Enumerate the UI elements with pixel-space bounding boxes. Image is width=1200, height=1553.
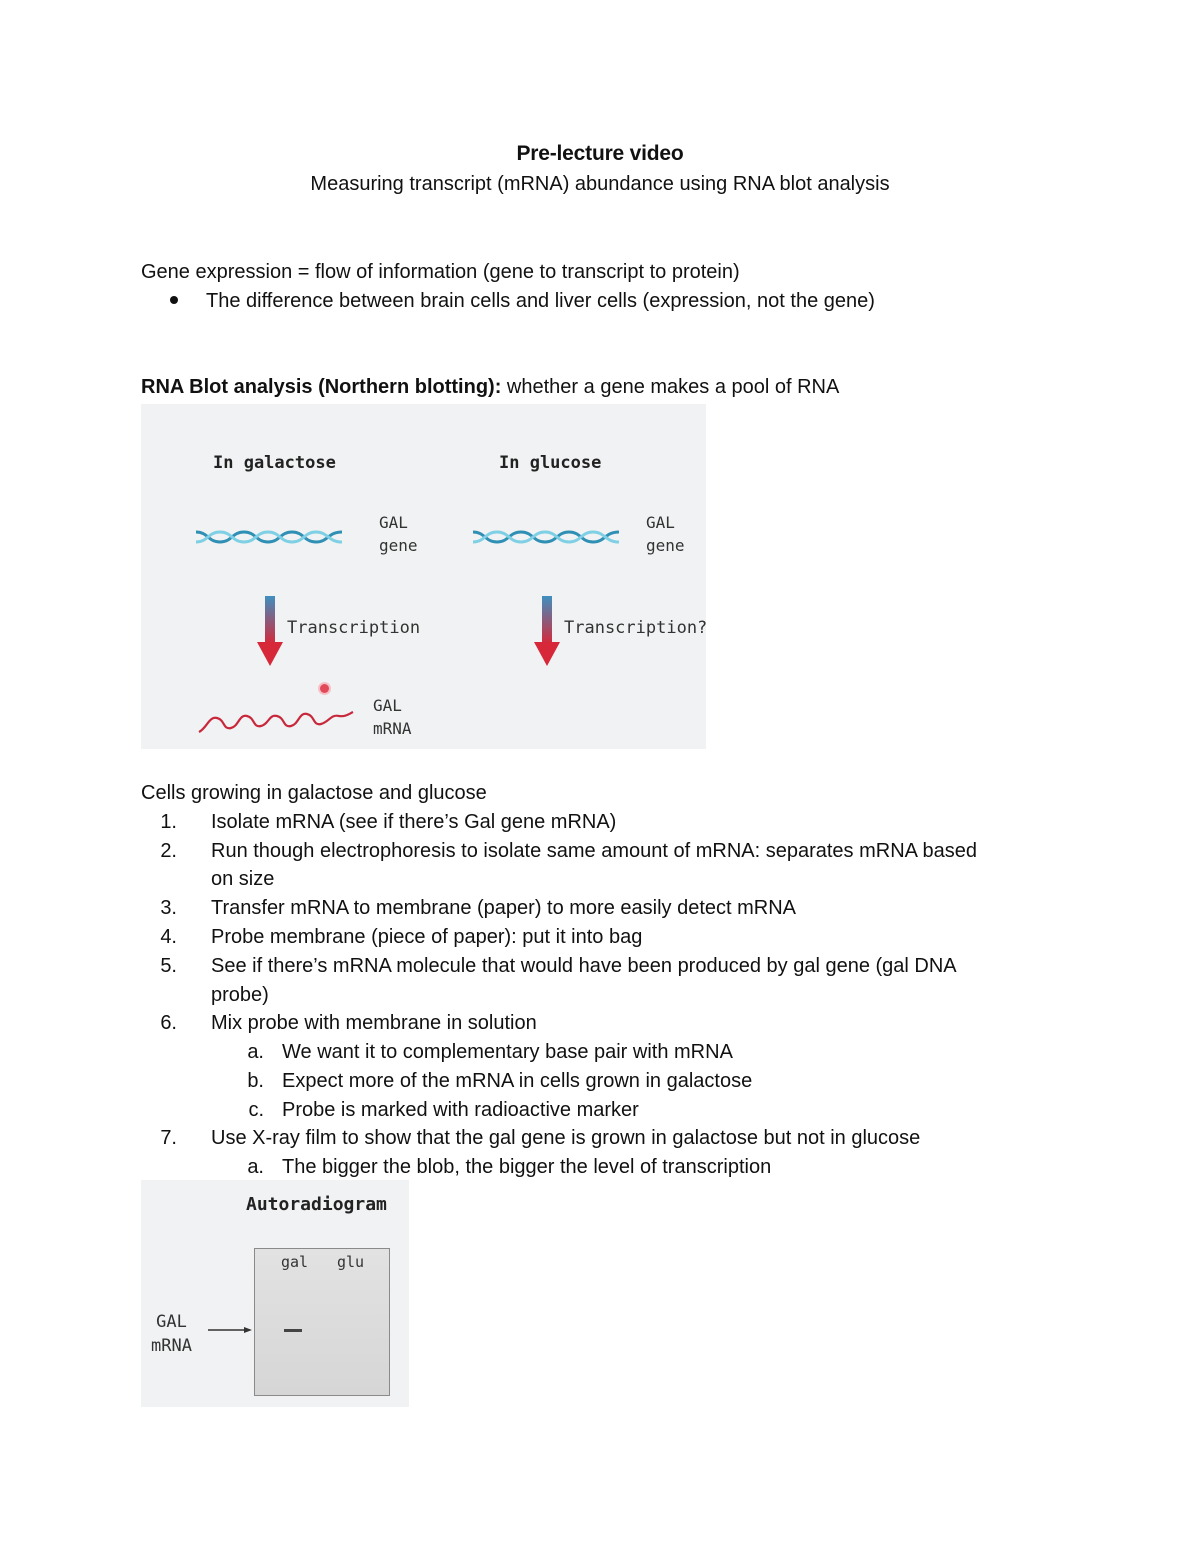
bullet-dot-icon <box>170 296 178 304</box>
substep-marker: b. <box>247 1070 264 1092</box>
step-marker: 6. <box>160 1012 177 1034</box>
step-1 <box>141 808 616 836</box>
cursor-dot-icon <box>320 684 329 693</box>
step-6a <box>230 1038 733 1066</box>
xray-film <box>254 1248 390 1396</box>
step-6c <box>230 1096 639 1124</box>
rna-blot-text: whether a gene makes a pool of RNA <box>501 376 840 398</box>
step-marker: 2. <box>160 840 177 862</box>
rna-blot-heading: RNA Blot analysis (Northern blotting): <box>141 376 502 398</box>
step-2-continuation: on size <box>211 868 275 890</box>
step-7a <box>230 1153 771 1181</box>
gal-gene-label-right <box>646 511 685 557</box>
step-marker: 3. <box>160 897 177 919</box>
step-6 <box>141 1009 537 1037</box>
step-text: Mix probe with membrane in solution <box>211 1012 537 1034</box>
gal-gene-label-line2: gene <box>379 536 418 555</box>
step-text: Probe membrane (piece of paper): put it into bag <box>211 926 643 948</box>
gal-gene-label-right-line1: GAL <box>646 513 675 532</box>
step-7 <box>141 1124 920 1152</box>
gal-mrna-strand-icon <box>197 704 357 738</box>
lane-gal-label: gal <box>281 1253 309 1271</box>
step-5 <box>141 952 957 980</box>
transcription-question-label: Transcription? <box>564 618 708 638</box>
bullet-text: The difference between brain cells and liver cells (expression, not the gene) <box>206 290 875 312</box>
step-2 <box>141 837 977 865</box>
gene-expression-line: Gene expression = flow of information (gene to transcript to protein) <box>141 261 740 283</box>
step-3 <box>141 894 796 922</box>
page-subtitle: Measuring transcript (mRNA) abundance using RNA blot analysis <box>310 173 890 195</box>
bullet-item <box>170 287 875 315</box>
gal-gene-label-left <box>379 511 418 557</box>
step-marker: 7. <box>160 1127 177 1149</box>
lane-glu-label: glu <box>337 1253 365 1271</box>
step-6b <box>230 1067 752 1095</box>
gal-mrna-band <box>284 1329 302 1332</box>
transcription-figure <box>141 404 706 749</box>
gal-mrna-label-line2: mRNA <box>373 719 412 738</box>
autoradiogram-title: Autoradiogram <box>246 1194 387 1215</box>
step-marker: 1. <box>160 811 177 833</box>
gal-gene-label-line1: GAL <box>379 513 408 532</box>
autoradiogram-figure <box>141 1180 409 1407</box>
cells-heading: Cells growing in galactose and glucose <box>141 782 487 804</box>
gal-mrna-pointer-label <box>151 1310 192 1358</box>
step-marker: 4. <box>160 926 177 948</box>
galactose-heading: In galactose <box>213 453 336 473</box>
glucose-heading: In glucose <box>499 453 602 473</box>
step-5-continuation: probe) <box>211 984 269 1006</box>
pointer-arrow-icon <box>208 1325 253 1335</box>
substep-marker: a. <box>247 1156 264 1178</box>
pointer-label-line1: GAL <box>156 1312 187 1332</box>
transcription-question-arrow-icon <box>532 596 562 668</box>
step-text: Transfer mRNA to membrane (paper) to more easily detect mRNA <box>211 897 797 919</box>
gal-gene-dna-icon-glucose <box>473 526 623 548</box>
step-text: Isolate mRNA (see if there’s Gal gene mRNA) <box>211 811 617 833</box>
step-4 <box>141 923 642 951</box>
pointer-label-line2: mRNA <box>151 1336 192 1356</box>
transcription-label: Transcription <box>287 618 421 638</box>
substep-text: We want it to complementary base pair with mRNA <box>282 1041 733 1063</box>
gal-gene-dna-icon <box>196 526 346 548</box>
gal-mrna-label-line1: GAL <box>373 696 402 715</box>
step-text: Use X-ray film to show that the gal gene is grown in galactose but not in glucose <box>211 1127 921 1149</box>
page-title: Pre-lecture video <box>516 142 684 165</box>
gal-mrna-label <box>373 694 412 740</box>
substep-text: The bigger the blob, the bigger the level of transcription <box>282 1156 772 1178</box>
step-text: See if there’s mRNA molecule that would have been produced by gal gene (gal DNA <box>211 955 957 977</box>
substep-marker: c. <box>248 1099 264 1121</box>
substep-text: Probe is marked with radioactive marker <box>282 1099 639 1121</box>
substep-text: Expect more of the mRNA in cells grown in galactose <box>282 1070 753 1092</box>
gal-gene-label-right-line2: gene <box>646 536 685 555</box>
substep-marker: a. <box>247 1041 264 1063</box>
rna-blot-line <box>141 373 839 401</box>
step-marker: 5. <box>160 955 177 977</box>
transcription-arrow-icon <box>255 596 285 668</box>
step-text: Run though electrophoresis to isolate same amount of mRNA: separates mRNA based <box>211 840 977 862</box>
